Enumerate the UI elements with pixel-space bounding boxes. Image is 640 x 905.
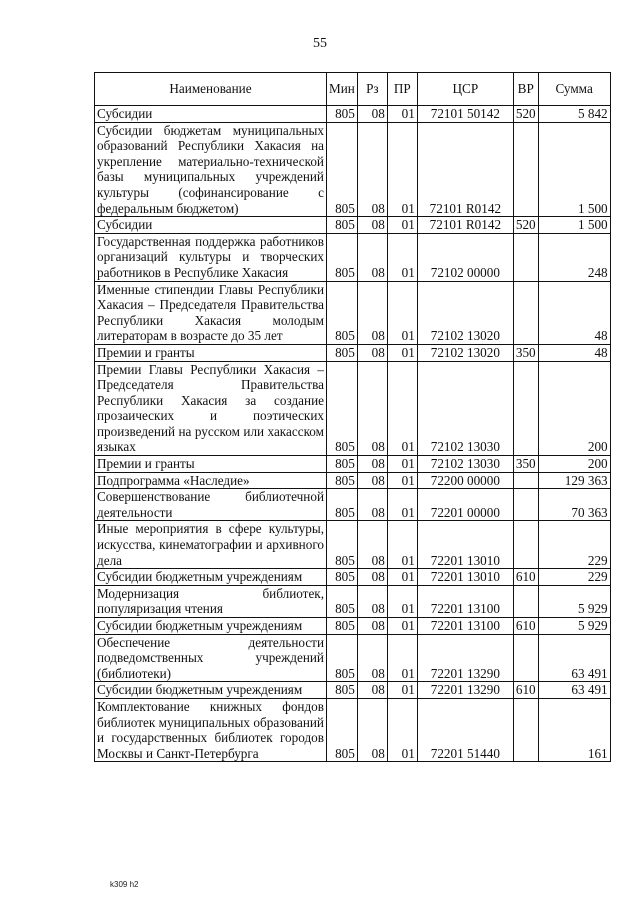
cell-csr: 72201 51440 [417,698,513,761]
cell-name: Подпрограмма «Наследие» [95,472,327,489]
header-sum: Сумма [538,73,610,106]
cell-name: Премии Главы Республики Хакасия – Председателя Правительства Республики Хакасия за создание прозаических и поэтических произведений на русском или хакасском языках [95,361,327,456]
table-row [95,472,611,489]
table-row [95,585,611,617]
cell-rz: 08 [357,217,387,234]
cell-rz: 08 [357,456,387,473]
cell-name: Комплектование книжных фондов библиотек муниципальных образований и государственных библиотек городов Москвы и Санкт-Петербурга [95,698,327,761]
cell-name: Субсидии [95,106,327,123]
cell-min: 805 [327,698,358,761]
footer-code: k309 h2 [110,880,139,889]
cell-sum: 161 [538,698,610,761]
cell-min: 805 [327,585,358,617]
cell-pr: 01 [387,122,417,217]
cell-rz: 08 [357,585,387,617]
cell-pr: 01 [387,585,417,617]
cell-sum: 1 500 [538,217,610,234]
cell-csr: 72201 13010 [417,521,513,569]
cell-rz: 08 [357,521,387,569]
cell-pr: 01 [387,618,417,635]
cell-pr: 01 [387,344,417,361]
cell-name: Премии и гранты [95,344,327,361]
cell-min: 805 [327,618,358,635]
cell-name: Субсидии бюджетам муниципальных образований Республики Хакасия на укрепление материально-технической базы муниципальных учреждений культуры (софинансирование с федеральным бюджетом) [95,122,327,217]
cell-min: 805 [327,569,358,586]
cell-rz: 08 [357,344,387,361]
cell-rz: 08 [357,233,387,281]
cell-rz: 08 [357,106,387,123]
cell-sum: 229 [538,569,610,586]
cell-csr: 72201 00000 [417,489,513,521]
header-vr: ВР [513,73,538,106]
cell-rz: 08 [357,698,387,761]
cell-pr: 01 [387,569,417,586]
cell-csr: 72102 13030 [417,456,513,473]
cell-vr: 610 [513,569,538,586]
cell-pr: 01 [387,472,417,489]
header-rz: Рз [357,73,387,106]
table-row [95,569,611,586]
table-row [95,698,611,761]
cell-rz: 08 [357,569,387,586]
table-row [95,217,611,234]
cell-rz: 08 [357,281,387,344]
cell-rz: 08 [357,682,387,699]
cell-vr [513,489,538,521]
cell-pr: 01 [387,521,417,569]
cell-min: 805 [327,233,358,281]
cell-pr: 01 [387,217,417,234]
cell-vr [513,472,538,489]
cell-pr: 01 [387,361,417,456]
cell-pr: 01 [387,698,417,761]
header-csr: ЦСР [417,73,513,106]
cell-sum: 129 363 [538,472,610,489]
cell-sum: 5 929 [538,618,610,635]
cell-sum: 200 [538,361,610,456]
cell-vr: 520 [513,106,538,123]
cell-min: 805 [327,361,358,456]
cell-vr: 610 [513,682,538,699]
table-row [95,634,611,682]
cell-vr [513,122,538,217]
cell-vr [513,585,538,617]
cell-min: 805 [327,344,358,361]
cell-min: 805 [327,472,358,489]
cell-csr: 72201 13100 [417,618,513,635]
cell-sum: 248 [538,233,610,281]
cell-pr: 01 [387,233,417,281]
cell-pr: 01 [387,634,417,682]
table-row [95,361,611,456]
cell-csr: 72102 13020 [417,281,513,344]
cell-csr: 72102 13020 [417,344,513,361]
table-body [95,106,611,762]
cell-sum: 5 842 [538,106,610,123]
cell-min: 805 [327,122,358,217]
cell-vr: 350 [513,456,538,473]
cell-csr: 72201 13290 [417,682,513,699]
table-row [95,456,611,473]
cell-name: Совершенствование библиотечной деятельности [95,489,327,521]
cell-min: 805 [327,281,358,344]
cell-name: Иные мероприятия в сфере культуры, искусства, кинематографии и архивного дела [95,521,327,569]
cell-rz: 08 [357,634,387,682]
cell-rz: 08 [357,361,387,456]
cell-csr: 72201 13100 [417,585,513,617]
cell-name: Обеспечение деятельности подведомственных учреждений (библиотеки) [95,634,327,682]
cell-sum: 63 491 [538,682,610,699]
cell-rz: 08 [357,122,387,217]
cell-vr [513,281,538,344]
cell-vr: 350 [513,344,538,361]
cell-csr: 72102 13030 [417,361,513,456]
cell-sum: 200 [538,456,610,473]
header-min: Мин [327,73,358,106]
cell-min: 805 [327,634,358,682]
table-header-row [95,73,611,106]
cell-pr: 01 [387,456,417,473]
cell-min: 805 [327,489,358,521]
page-number: 55 [313,36,327,51]
cell-csr: 72101 R0142 [417,217,513,234]
cell-rz: 08 [357,618,387,635]
table-row [95,489,611,521]
table-row [95,281,611,344]
cell-name: Премии и гранты [95,456,327,473]
cell-pr: 01 [387,489,417,521]
cell-csr: 72102 00000 [417,233,513,281]
table-row [95,344,611,361]
cell-name: Субсидии бюджетным учреждениям [95,682,327,699]
table-row [95,682,611,699]
table-row [95,106,611,123]
cell-sum: 70 363 [538,489,610,521]
cell-name: Субсидии [95,217,327,234]
cell-csr: 72101 50142 [417,106,513,123]
cell-name: Субсидии бюджетным учреждениям [95,569,327,586]
cell-vr [513,233,538,281]
cell-vr: 610 [513,618,538,635]
header-pr: ПР [387,73,417,106]
table-row [95,618,611,635]
cell-pr: 01 [387,106,417,123]
cell-vr: 520 [513,217,538,234]
cell-name: Государственная поддержка работников организаций культуры и творческих работников в Республике Хакасия [95,233,327,281]
cell-rz: 08 [357,472,387,489]
cell-name: Модернизация библиотек, популяризация чтения [95,585,327,617]
cell-csr: 72200 00000 [417,472,513,489]
cell-name: Именные стипендии Главы Республики Хакасия – Председателя Правительства Республики Хакасия молодым литераторам в возрасте до 35 лет [95,281,327,344]
cell-rz: 08 [357,489,387,521]
cell-sum: 229 [538,521,610,569]
cell-sum: 48 [538,281,610,344]
cell-vr [513,361,538,456]
cell-sum: 5 929 [538,585,610,617]
cell-vr [513,698,538,761]
table-row [95,233,611,281]
cell-pr: 01 [387,682,417,699]
cell-sum: 63 491 [538,634,610,682]
cell-min: 805 [327,682,358,699]
header-name: Наименование [95,73,327,106]
cell-min: 805 [327,456,358,473]
cell-sum: 48 [538,344,610,361]
cell-min: 805 [327,217,358,234]
table-row [95,122,611,217]
cell-csr: 72101 R0142 [417,122,513,217]
cell-min: 805 [327,521,358,569]
cell-min: 805 [327,106,358,123]
budget-table [94,72,611,762]
cell-vr [513,521,538,569]
cell-csr: 72201 13290 [417,634,513,682]
cell-vr [513,634,538,682]
table-row [95,521,611,569]
cell-pr: 01 [387,281,417,344]
cell-csr: 72201 13010 [417,569,513,586]
cell-sum: 1 500 [538,122,610,217]
cell-name: Субсидии бюджетным учреждениям [95,618,327,635]
